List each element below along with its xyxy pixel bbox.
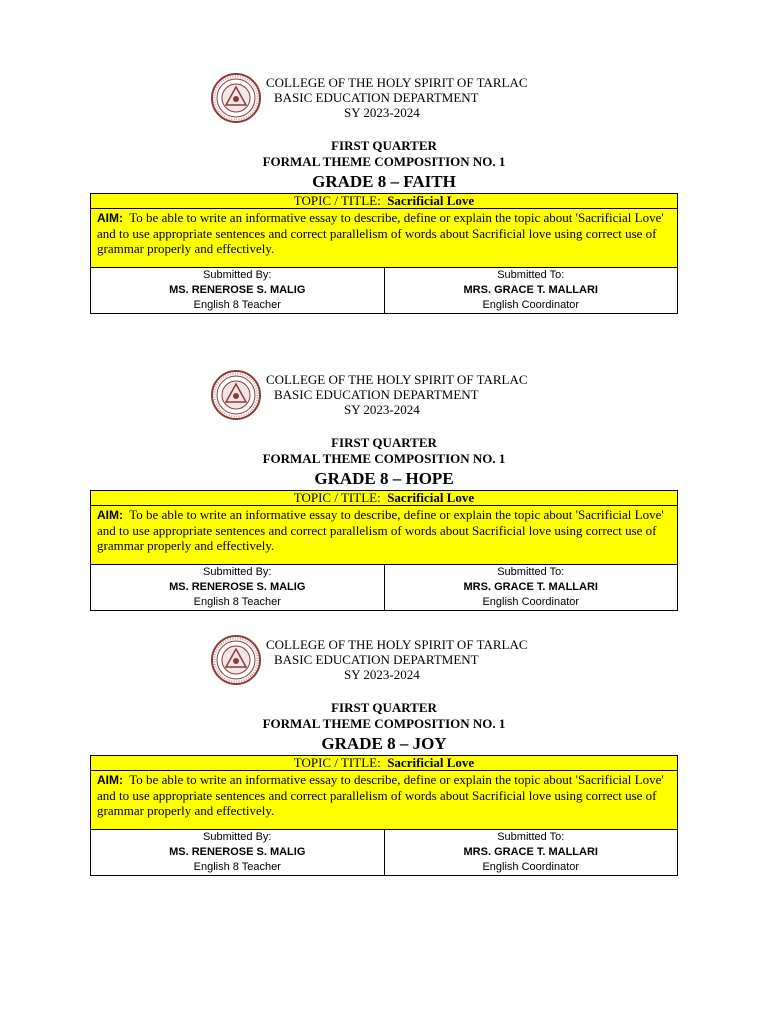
submitted-by-role: English 8 Teacher — [193, 596, 281, 608]
aim-row — [91, 506, 678, 565]
cover-block-hope — [90, 369, 678, 611]
school-seal-icon — [210, 72, 262, 124]
topic-row — [91, 491, 678, 506]
submitted-to-name: MRS. GRACE T. MALLARI — [463, 846, 598, 858]
aim-text: To be able to write an informative essay to describe, define or explain the topic about 'Sacrificial Love' and to use appropriate sentences and correct parallelism of words about Sacrificial love using correct use of grammar properly and effectively. — [97, 210, 664, 256]
submitted-by-cell — [91, 830, 385, 876]
submitted-to-label: Submitted To: — [497, 831, 565, 843]
cover-block-joy — [90, 634, 678, 876]
quarter-title: FIRST QUARTER — [331, 435, 437, 450]
submitted-by-label: Submitted By: — [203, 269, 272, 281]
composition-title: FORMAL THEME COMPOSITION NO. 1 — [262, 451, 506, 466]
topic-value: Sacrificial Love — [387, 755, 475, 770]
submitted-by-name: MS. RENEROSE S. MALIG — [169, 846, 306, 858]
submitted-by-name: MS. RENEROSE S. MALIG — [169, 284, 306, 296]
school-seal-icon — [210, 634, 262, 686]
department-name: BASIC EDUCATION DEPARTMENT — [274, 652, 479, 667]
submitted-to-cell — [384, 565, 678, 611]
topic-label: TOPIC / TITLE: — [293, 755, 381, 770]
aim-label: AIM: — [97, 508, 123, 522]
info-table — [90, 490, 678, 611]
submitted-to-role: English Coordinator — [482, 299, 580, 311]
quarter-title: FIRST QUARTER — [331, 700, 437, 715]
submitted-to-cell — [384, 830, 678, 876]
info-table — [90, 755, 678, 876]
composition-title: FORMAL THEME COMPOSITION NO. 1 — [262, 716, 506, 731]
grade-title: GRADE 8 – HOPE — [314, 469, 454, 488]
cover-block-faith — [90, 72, 678, 314]
school-seal-icon — [210, 369, 262, 421]
submitted-by-label: Submitted By: — [203, 566, 272, 578]
submitted-by-label: Submitted By: — [203, 831, 272, 843]
submitted-to-name: MRS. GRACE T. MALLARI — [463, 284, 598, 296]
submitted-to-cell — [384, 268, 678, 314]
aim-label: AIM: — [97, 211, 123, 225]
quarter-title: FIRST QUARTER — [331, 138, 437, 153]
school-name: COLLEGE OF THE HOLY SPIRIT OF TARLAC — [266, 637, 528, 652]
school-name: COLLEGE OF THE HOLY SPIRIT OF TARLAC — [266, 75, 528, 90]
submitted-by-name: MS. RENEROSE S. MALIG — [169, 581, 306, 593]
department-name: BASIC EDUCATION DEPARTMENT — [274, 90, 479, 105]
topic-row — [91, 756, 678, 771]
submitted-by-role: English 8 Teacher — [193, 299, 281, 311]
topic-row — [91, 194, 678, 209]
submitted-to-role: English Coordinator — [482, 596, 580, 608]
school-header — [90, 634, 678, 690]
aim-row — [91, 771, 678, 830]
aim-text: To be able to write an informative essay to describe, define or explain the topic about 'Sacrificial Love' and to use appropriate sentences and correct parallelism of words about Sacrificial love using correct use of grammar properly and effectively. — [97, 772, 664, 818]
school-year: SY 2023-2024 — [344, 667, 420, 682]
school-name: COLLEGE OF THE HOLY SPIRIT OF TARLAC — [266, 372, 528, 387]
department-name: BASIC EDUCATION DEPARTMENT — [274, 387, 479, 402]
composition-title: FORMAL THEME COMPOSITION NO. 1 — [262, 154, 506, 169]
submitted-by-cell — [91, 565, 385, 611]
grade-title: GRADE 8 – JOY — [321, 734, 447, 753]
topic-value: Sacrificial Love — [387, 490, 475, 505]
submitted-by-role: English 8 Teacher — [193, 861, 281, 873]
school-year: SY 2023-2024 — [344, 105, 420, 120]
topic-label: TOPIC / TITLE: — [293, 490, 381, 505]
topic-value: Sacrificial Love — [387, 193, 475, 208]
school-year: SY 2023-2024 — [344, 402, 420, 417]
submitted-to-name: MRS. GRACE T. MALLARI — [463, 581, 598, 593]
submitted-by-cell — [91, 268, 385, 314]
submitted-to-role: English Coordinator — [482, 861, 580, 873]
grade-title: GRADE 8 – FAITH — [312, 172, 456, 191]
submitted-to-label: Submitted To: — [497, 566, 565, 578]
school-header — [90, 369, 678, 425]
school-header — [90, 72, 678, 128]
topic-label: TOPIC / TITLE: — [293, 193, 381, 208]
aim-text: To be able to write an informative essay to describe, define or explain the topic about 'Sacrificial Love' and to use appropriate sentences and correct parallelism of words about Sacrificial love using correct use of grammar properly and effectively. — [97, 507, 664, 553]
submitted-to-label: Submitted To: — [497, 269, 565, 281]
aim-row — [91, 209, 678, 268]
info-table — [90, 193, 678, 314]
aim-label: AIM: — [97, 773, 123, 787]
